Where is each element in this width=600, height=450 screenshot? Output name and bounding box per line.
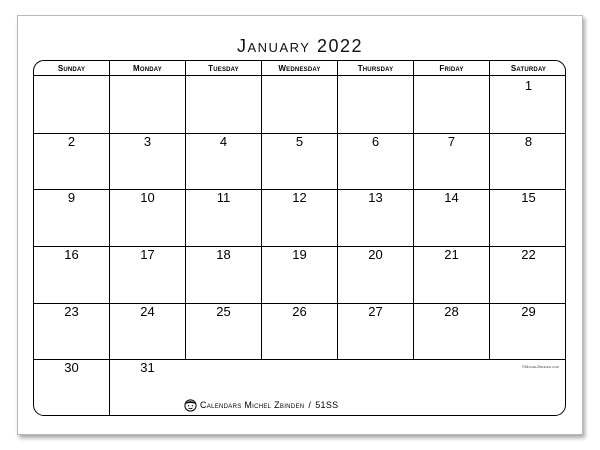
weekday-monday: Monday [133, 64, 162, 73]
copyright-credit: ©MichelZbinden.com [521, 364, 559, 369]
day-number: 4 [219, 134, 228, 149]
weekday-tuesday: Tuesday [208, 64, 239, 73]
day-number: 10 [140, 190, 155, 205]
day-number: 17 [140, 247, 155, 262]
day-number: 9 [67, 190, 76, 205]
day-number: 29 [521, 304, 536, 319]
weekday-thursday: Thursday [357, 64, 394, 73]
day-number: 22 [521, 247, 536, 262]
weekday-friday: Friday [439, 64, 464, 73]
calendar-title: January 2022 [237, 36, 363, 56]
weekday-saturday: Saturday [510, 64, 547, 73]
day-number: 12 [292, 190, 307, 205]
day-number: 16 [64, 247, 79, 262]
day-number: 30 [64, 360, 79, 375]
weekday-wednesday: Wednesday [278, 64, 321, 73]
day-number: 23 [64, 304, 79, 319]
footer-brand [184, 398, 338, 412]
day-number: 27 [368, 304, 383, 319]
day-number: 28 [444, 304, 459, 319]
day-number: 18 [216, 247, 231, 262]
face-icon [184, 399, 197, 412]
day-number: 21 [444, 247, 459, 262]
day-number: 1 [524, 78, 533, 93]
day-number: 31 [140, 360, 155, 375]
calendar-grid [33, 60, 566, 416]
day-number: 25 [216, 304, 231, 319]
day-number: 20 [368, 247, 383, 262]
footer-brand-name: Calendars Michel Zbinden [200, 400, 305, 410]
day-number: 3 [143, 134, 152, 149]
day-number: 6 [371, 134, 380, 149]
day-number: 13 [368, 190, 383, 205]
day-number: 7 [447, 134, 456, 149]
day-number: 11 [216, 190, 231, 205]
day-number: 24 [140, 304, 155, 319]
day-number: 2 [67, 134, 76, 149]
day-number: 14 [444, 190, 459, 205]
day-number: 19 [292, 247, 307, 262]
day-number: 15 [521, 190, 536, 205]
day-number: 8 [524, 134, 533, 149]
day-number: 5 [295, 134, 304, 149]
weekday-sunday: Sunday [57, 64, 86, 73]
day-number: 26 [292, 304, 307, 319]
footer-code: 51SS [315, 400, 339, 410]
footer-separator: / [308, 400, 312, 410]
